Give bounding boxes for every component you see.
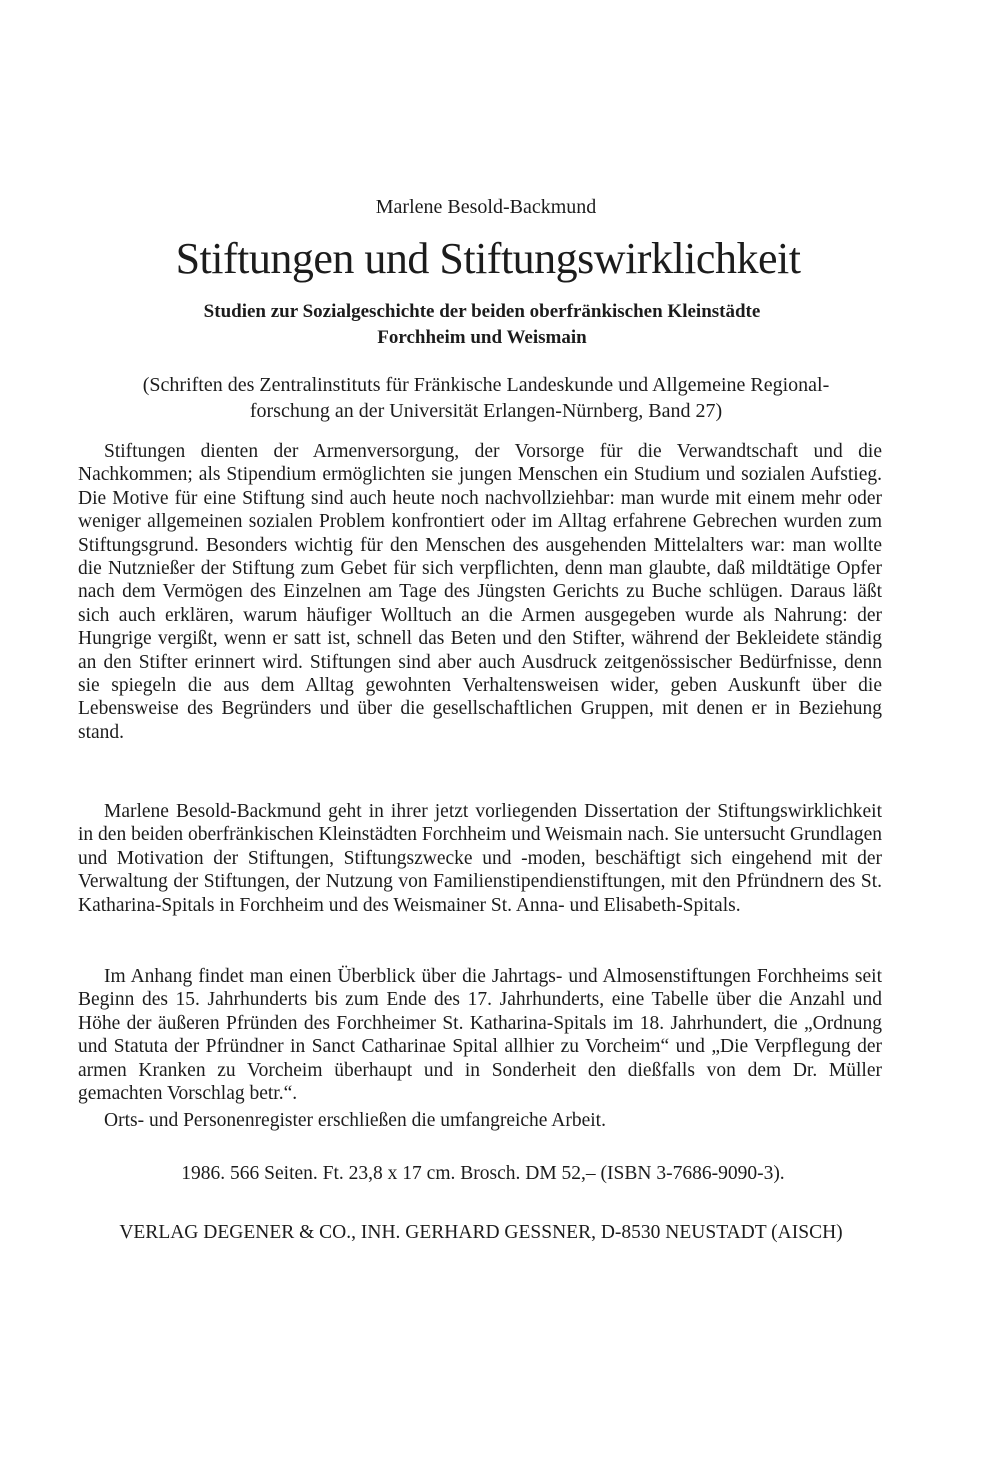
publisher-line: VERLAG DEGENER & CO., INH. GERHARD GESSNER, D-8530 NEUSTADT (AISCH) bbox=[119, 1222, 843, 1243]
series-line: (Schriften des Zentralinstituts für Fränkische Landeskunde und Allgemeine Regional- bbox=[142, 374, 830, 396]
paragraph-intro: Stiftungen dienten der Armenversorgung, der Vorsorge für die Verwandtschaft und die Nachkommen; als Stipendium ermöglichten sie jungen Menschen ein Studium und sozialen Aufstieg. Die Motive für eine Stiftung sind auch heute noch nachvollziehbar: man wurde mit einem mehr oder weniger allgemeinen sozialen Problem konfrontiert oder im Alltag erfahrene Gebrechen wurden zum Stiftungsgrund. Besonders wichtig für den Menschen des ausgehenden Mittelalters war: man wollte die Nutznießer der Stiftung zum Gebet für sich verpflichten, denn man glaubte, daß mildtätige Opfer nach dem Vermögen des Einzelnen am Tage des Jüngsten Gerichts zu Buche schlügen. Daraus läßt sich auch erklären, warum häufiger Wolltuch an die Armen ausgegeben wurde als Nahrung: der Hungrige vergißt, wenn er satt ist, schnell das Beten und den Stifter, während der Bekleidete ständig an den Stifter erinnert wird. Stiftungen sind aber auch Ausdruck zeitgenössischer Bedürfnisse, denn sie spiegeln die aus dem Alltag gewohnten Verhaltensweisen wider, geben Auskunft über die Lebensweise des Begründers und über die gesellschaftlichen Gruppen, mit denen er in Beziehung stand. bbox=[78, 441, 882, 743]
paragraph-dissertation: Marlene Besold-Backmund geht in ihrer jetzt vorliegenden Dissertation der Stiftungswirklichkeit in den beiden oberfränkischen Kleinstädten Forchheim und Weismain nach. Sie untersucht Grundlagen und Motivation der Stiftungen, Stiftungszwecke und -moden, beschäftigt sich eingehend mit der Verwaltung der Stiftungen, der Nutzung von Familienstipendienstiftungen, mit den Pfründnern des St. Katharina-Spitals in Forchheim und des Weismainer St. Anna- und Elisabeth-Spitals. bbox=[78, 801, 882, 916]
series-note bbox=[0, 372, 972, 424]
publication-details: 1986. 566 Seiten. Ft. 23,8 x 17 cm. Brosch. DM 52,– (ISBN 3-7686-9090-3). bbox=[181, 1163, 785, 1184]
book-title: Stiftungen und Stiftungswirklichkeit bbox=[175, 234, 801, 283]
paragraph-appendix: Im Anhang findet man einen Überblick über die Jahrtags- und Almosenstiftungen Forchheims seit Beginn des 15. Jahrhunderts bis zum Ende des 17. Jahrhunderts, eine Tabelle über die Anzahl und Höhe der äußeren Pfründen des Forchheimer St. Katharina-Spitals im 18. Jahrhundert, die „Ordnung und Statuta der Pfründner in Sanct Catharinae Spital allhier zu Vorcheim“ und „Die Verpflegung der armen Kranken zu Vorcheim überhaupt und in Sonderheit den dießfalls von dem Dr. Müller gemachten Vorschlag betr.“. bbox=[78, 966, 882, 1105]
subtitle-line: Forchheim und Weismain bbox=[377, 327, 587, 348]
book-subtitle bbox=[0, 299, 964, 351]
series-line: forschung an der Universität Erlangen-Nürnberg, Band 27) bbox=[249, 400, 723, 422]
subtitle-line: Studien zur Sozialgeschichte der beiden oberfränkischen Kleinstädte bbox=[203, 301, 761, 322]
paragraph-register: Orts- und Personenregister erschließen die umfangreiche Arbeit. bbox=[104, 1110, 606, 1131]
author-name: Marlene Besold-Backmund bbox=[375, 196, 597, 218]
